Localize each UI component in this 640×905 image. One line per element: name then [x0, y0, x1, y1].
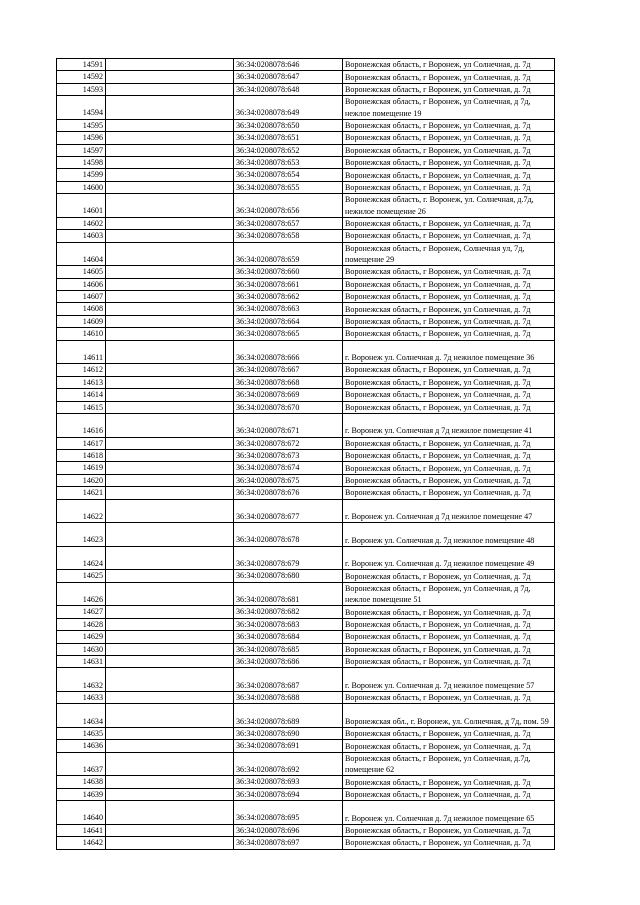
address-cell: Воронежская область, г Воронеж, ул Солнечная, д. 7д — [343, 824, 555, 836]
row-number-cell: 14613 — [57, 376, 106, 388]
cadastral-number-cell: 36:34:0208078:683 — [234, 618, 343, 630]
row-number-cell: 14640 — [57, 801, 106, 825]
row-number-cell: 14609 — [57, 315, 106, 327]
address-cell: Воронежская область, г Воронеж, ул Солнечная, д. 7д — [343, 437, 555, 449]
table-row — [57, 315, 555, 327]
empty-cell — [106, 655, 234, 667]
empty-cell — [106, 523, 234, 547]
empty-cell — [106, 824, 234, 836]
table-row — [57, 217, 555, 229]
cadastral-number-cell: 36:34:0208078:660 — [234, 266, 343, 278]
cadastral-number-cell: 36:34:0208078:670 — [234, 401, 343, 413]
empty-cell — [106, 144, 234, 156]
cadastral-number-cell: 36:34:0208078:671 — [234, 413, 343, 437]
empty-cell — [106, 643, 234, 655]
row-number-cell: 14594 — [57, 96, 106, 120]
address-cell: Воронежская область, г Воронеж, ул Солнечная, д. 7д — [343, 401, 555, 413]
cadastral-number-cell: 36:34:0208078:659 — [234, 242, 343, 266]
cadastral-number-cell: 36:34:0208078:649 — [234, 96, 343, 120]
cadastral-number-cell: 36:34:0208078:685 — [234, 643, 343, 655]
address-cell: Воронежская область, г Воронеж, ул Солнечная, д. 7д — [343, 788, 555, 800]
table-row — [57, 752, 555, 776]
table-row — [57, 181, 555, 193]
address-cell: Воронежская область, г Воронеж, ул Солнечная, д. 7д — [343, 59, 555, 71]
address-cell: Воронежская область, г Воронеж, ул Солнечная, д. 7д — [343, 570, 555, 582]
empty-cell — [106, 194, 234, 218]
cadastral-number-cell: 36:34:0208078:691 — [234, 740, 343, 752]
empty-cell — [106, 582, 234, 606]
table-row — [57, 401, 555, 413]
row-number-cell: 14631 — [57, 655, 106, 667]
address-cell: Воронежская область, г Воронеж, ул Солнечная, д. 7д — [343, 487, 555, 499]
cadastral-number-cell: 36:34:0208078:668 — [234, 376, 343, 388]
address-cell: Воронежская область, г Воронеж, ул Солнечная, д. 7д — [343, 837, 555, 849]
row-number-cell: 14641 — [57, 824, 106, 836]
cadastral-number-cell: 36:34:0208078:693 — [234, 776, 343, 788]
table-row — [57, 266, 555, 278]
table-row — [57, 144, 555, 156]
row-number-cell: 14621 — [57, 487, 106, 499]
table-row — [57, 119, 555, 131]
empty-cell — [106, 340, 234, 364]
table-row — [57, 242, 555, 266]
cadastral-number-cell: 36:34:0208078:662 — [234, 291, 343, 303]
empty-cell — [106, 119, 234, 131]
row-number-cell: 14634 — [57, 704, 106, 728]
cadastral-number-cell: 36:34:0208078:652 — [234, 144, 343, 156]
address-cell: Воронежская область, г Воронеж, ул Солнечная, д. 7д — [343, 83, 555, 95]
address-cell: Воронежская область, г Воронеж, ул Солнечная, д. 7д — [343, 266, 555, 278]
row-number-cell: 14624 — [57, 546, 106, 570]
table-row — [57, 157, 555, 169]
address-cell: Воронежская область, г Воронеж, ул Солнечная, д. 7д — [343, 606, 555, 618]
row-number-cell: 14606 — [57, 278, 106, 290]
row-number-cell: 14618 — [57, 449, 106, 461]
address-cell: Воронежская область, г Воронеж, ул Солнечная, д. 7д — [343, 618, 555, 630]
address-cell: г. Воронеж ул. Солнечная д 7д нежилое помещение 47 — [343, 499, 555, 523]
empty-cell — [106, 315, 234, 327]
cadastral-number-cell: 36:34:0208078:669 — [234, 389, 343, 401]
table-row — [57, 546, 555, 570]
cadastral-number-cell: 36:34:0208078:647 — [234, 71, 343, 83]
cadastral-number-cell: 36:34:0208078:686 — [234, 655, 343, 667]
table-row — [57, 655, 555, 667]
cadastral-number-cell: 36:34:0208078:658 — [234, 230, 343, 242]
table-row — [57, 837, 555, 849]
empty-cell — [106, 668, 234, 692]
cadastral-number-cell: 36:34:0208078:661 — [234, 278, 343, 290]
empty-cell — [106, 727, 234, 739]
table-row — [57, 449, 555, 461]
row-number-cell: 14623 — [57, 523, 106, 547]
empty-cell — [106, 328, 234, 340]
cadastral-number-cell: 36:34:0208078:655 — [234, 181, 343, 193]
row-number-cell: 14595 — [57, 119, 106, 131]
cadastral-number-cell: 36:34:0208078:673 — [234, 449, 343, 461]
table-row — [57, 437, 555, 449]
row-number-cell: 14627 — [57, 606, 106, 618]
empty-cell — [106, 217, 234, 229]
table-row — [57, 824, 555, 836]
row-number-cell: 14619 — [57, 462, 106, 474]
registry-table-body — [57, 59, 555, 850]
table-row — [57, 169, 555, 181]
address-cell: Воронежская область, г Воронеж, ул Солнечная, д. 7д — [343, 776, 555, 788]
table-row — [57, 328, 555, 340]
row-number-cell: 14632 — [57, 668, 106, 692]
empty-cell — [106, 704, 234, 728]
table-row — [57, 499, 555, 523]
address-cell: г. Воронеж ул. Солнечная д. 7д нежилое помещение 57 — [343, 668, 555, 692]
table-row — [57, 364, 555, 376]
row-number-cell: 14620 — [57, 474, 106, 486]
empty-cell — [106, 837, 234, 849]
empty-cell — [106, 242, 234, 266]
cadastral-number-cell: 36:34:0208078:679 — [234, 546, 343, 570]
table-row — [57, 462, 555, 474]
empty-cell — [106, 157, 234, 169]
cadastral-number-cell: 36:34:0208078:657 — [234, 217, 343, 229]
empty-cell — [106, 59, 234, 71]
table-row — [57, 194, 555, 218]
row-number-cell: 14601 — [57, 194, 106, 218]
empty-cell — [106, 487, 234, 499]
empty-cell — [106, 801, 234, 825]
empty-cell — [106, 570, 234, 582]
address-cell: Воронежская область, г Воронеж, ул Солнечная, д. 7д — [343, 631, 555, 643]
cadastral-number-cell: 36:34:0208078:653 — [234, 157, 343, 169]
cadastral-number-cell: 36:34:0208078:677 — [234, 499, 343, 523]
cadastral-number-cell: 36:34:0208078:664 — [234, 315, 343, 327]
empty-cell — [106, 788, 234, 800]
row-number-cell: 14633 — [57, 691, 106, 703]
address-cell: г. Воронеж ул. Солнечная д. 7д нежилое помещение 65 — [343, 801, 555, 825]
cadastral-number-cell: 36:34:0208078:651 — [234, 132, 343, 144]
cadastral-number-cell: 36:34:0208078:654 — [234, 169, 343, 181]
address-cell: Воронежская область, г. Воронеж, ул. Солнечная, д.7д, нежилое помещение 26 — [343, 194, 555, 218]
cadastral-number-cell: 36:34:0208078:666 — [234, 340, 343, 364]
row-number-cell: 14636 — [57, 740, 106, 752]
table-row — [57, 278, 555, 290]
empty-cell — [106, 449, 234, 461]
address-cell: Воронежская область, г Воронеж, ул Солнечная, д 7д, нежлое помещение 19 — [343, 96, 555, 120]
row-number-cell: 14599 — [57, 169, 106, 181]
empty-cell — [106, 462, 234, 474]
table-row — [57, 631, 555, 643]
empty-cell — [106, 364, 234, 376]
row-number-cell: 14615 — [57, 401, 106, 413]
empty-cell — [106, 291, 234, 303]
cadastral-number-cell: 36:34:0208078:684 — [234, 631, 343, 643]
row-number-cell: 14608 — [57, 303, 106, 315]
table-row — [57, 788, 555, 800]
row-number-cell: 14598 — [57, 157, 106, 169]
address-cell: Воронежская область, г Воронеж, ул Солнечная, д. 7д — [343, 157, 555, 169]
address-cell: Воронежская область, г Воронеж, ул Солнечная, д. 7д — [343, 132, 555, 144]
empty-cell — [106, 71, 234, 83]
row-number-cell: 14617 — [57, 437, 106, 449]
cadastral-number-cell: 36:34:0208078:689 — [234, 704, 343, 728]
table-row — [57, 776, 555, 788]
address-cell: г. Воронеж ул. Солнечная д. 7д нежилое помещение 36 — [343, 340, 555, 364]
row-number-cell: 14612 — [57, 364, 106, 376]
address-cell: Воронежская область, г Воронеж, ул Солнечная, д. 7д — [343, 181, 555, 193]
empty-cell — [106, 169, 234, 181]
address-cell: Воронежская область, г Воронеж, ул Солнечная, д. 7д — [343, 643, 555, 655]
row-number-cell: 14629 — [57, 631, 106, 643]
row-number-cell: 14593 — [57, 83, 106, 95]
address-cell: Воронежская область, г Воронеж, ул Солнечная, д. 7д — [343, 169, 555, 181]
cadastral-number-cell: 36:34:0208078:690 — [234, 727, 343, 739]
address-cell: Воронежская область, г Воронеж, ул Солнечная, д.7д, помещение 62 — [343, 752, 555, 776]
row-number-cell: 14637 — [57, 752, 106, 776]
table-row — [57, 704, 555, 728]
address-cell: Воронежская область, г Воронеж, ул Солнечная, д. 7д — [343, 278, 555, 290]
address-cell: Воронежская область, г Воронеж, ул Солнечная, д. 7д — [343, 217, 555, 229]
empty-cell — [106, 631, 234, 643]
row-number-cell: 14610 — [57, 328, 106, 340]
table-row — [57, 570, 555, 582]
empty-cell — [106, 413, 234, 437]
empty-cell — [106, 278, 234, 290]
address-cell: Воронежская обл., г. Воронеж, ул. Солнечная, д 7д, пом. 59 — [343, 704, 555, 728]
address-cell: Воронежская область, г Воронеж, ул Солнечная, д 7д, нежлое помещение 51 — [343, 582, 555, 606]
cadastral-number-cell: 36:34:0208078:667 — [234, 364, 343, 376]
address-cell: Воронежская область, г Воронеж, ул Солнечная, д. 7д — [343, 303, 555, 315]
empty-cell — [106, 401, 234, 413]
empty-cell — [106, 376, 234, 388]
row-number-cell: 14602 — [57, 217, 106, 229]
cadastral-number-cell: 36:34:0208078:648 — [234, 83, 343, 95]
address-cell: Воронежская область, г Воронеж, ул Солнечная, д. 7д — [343, 740, 555, 752]
address-cell: Воронежская область, г Воронеж, ул Солнечная, д. 7д — [343, 376, 555, 388]
row-number-cell: 14597 — [57, 144, 106, 156]
address-cell: г. Воронеж ул. Солнечная д. 7д нежилое помещение 49 — [343, 546, 555, 570]
row-number-cell: 14592 — [57, 71, 106, 83]
table-row — [57, 71, 555, 83]
cadastral-number-cell: 36:34:0208078:675 — [234, 474, 343, 486]
address-cell: Воронежская область, г Воронеж, ул Солнечная, д. 7д — [343, 144, 555, 156]
empty-cell — [106, 303, 234, 315]
address-cell: Воронежская область, г Воронеж, ул Солнечная, д. 7д — [343, 328, 555, 340]
table-row — [57, 618, 555, 630]
table-row — [57, 389, 555, 401]
address-cell: Воронежская область, г Воронеж, ул Солнечная, д. 7д — [343, 474, 555, 486]
row-number-cell: 14607 — [57, 291, 106, 303]
table-row — [57, 291, 555, 303]
cadastral-number-cell: 36:34:0208078:682 — [234, 606, 343, 618]
table-row — [57, 132, 555, 144]
table-row — [57, 606, 555, 618]
address-cell: Воронежская область, г Воронеж, ул Солнечная, д. 7д — [343, 119, 555, 131]
property-registry-table — [56, 58, 555, 850]
cadastral-number-cell: 36:34:0208078:694 — [234, 788, 343, 800]
address-cell: Воронежская область, г Воронеж, ул Солнечная, д. 7д — [343, 230, 555, 242]
row-number-cell: 14628 — [57, 618, 106, 630]
empty-cell — [106, 96, 234, 120]
table-row — [57, 230, 555, 242]
table-row — [57, 83, 555, 95]
cadastral-number-cell: 36:34:0208078:678 — [234, 523, 343, 547]
table-row — [57, 643, 555, 655]
row-number-cell: 14604 — [57, 242, 106, 266]
table-row — [57, 582, 555, 606]
cadastral-number-cell: 36:34:0208078:681 — [234, 582, 343, 606]
table-row — [57, 340, 555, 364]
empty-cell — [106, 776, 234, 788]
table-row — [57, 691, 555, 703]
row-number-cell: 14622 — [57, 499, 106, 523]
empty-cell — [106, 474, 234, 486]
cadastral-number-cell: 36:34:0208078:676 — [234, 487, 343, 499]
address-cell: Воронежская область, г Воронеж, ул Солнечная, д. 7д — [343, 691, 555, 703]
row-number-cell: 14591 — [57, 59, 106, 71]
cadastral-number-cell: 36:34:0208078:672 — [234, 437, 343, 449]
row-number-cell: 14639 — [57, 788, 106, 800]
table-row — [57, 740, 555, 752]
empty-cell — [106, 132, 234, 144]
empty-cell — [106, 389, 234, 401]
table-row — [57, 668, 555, 692]
empty-cell — [106, 752, 234, 776]
table-row — [57, 523, 555, 547]
table-row — [57, 474, 555, 486]
address-cell: Воронежская область, г Воронеж, ул Солнечная, д. 7д — [343, 727, 555, 739]
row-number-cell: 14626 — [57, 582, 106, 606]
empty-cell — [106, 230, 234, 242]
empty-cell — [106, 691, 234, 703]
row-number-cell: 14611 — [57, 340, 106, 364]
cadastral-number-cell: 36:34:0208078:688 — [234, 691, 343, 703]
cadastral-number-cell: 36:34:0208078:695 — [234, 801, 343, 825]
table-row — [57, 727, 555, 739]
row-number-cell: 14630 — [57, 643, 106, 655]
empty-cell — [106, 606, 234, 618]
row-number-cell: 14638 — [57, 776, 106, 788]
row-number-cell: 14625 — [57, 570, 106, 582]
address-cell: г. Воронеж ул. Солнечная д 7д нежилое помещение 41 — [343, 413, 555, 437]
cadastral-number-cell: 36:34:0208078:697 — [234, 837, 343, 849]
empty-cell — [106, 499, 234, 523]
table-row — [57, 487, 555, 499]
address-cell: Воронежская область, г Воронеж, ул Солнечная, д. 7д — [343, 291, 555, 303]
cadastral-number-cell: 36:34:0208078:656 — [234, 194, 343, 218]
table-row — [57, 96, 555, 120]
address-cell: Воронежская область, г Воронеж, ул Солнечная, д. 7д — [343, 364, 555, 376]
row-number-cell: 14616 — [57, 413, 106, 437]
table-row — [57, 303, 555, 315]
address-cell: Воронежская область, г Воронеж, Солнечная ул, 7д, помещение 29 — [343, 242, 555, 266]
row-number-cell: 14635 — [57, 727, 106, 739]
address-cell: Воронежская область, г Воронеж, ул Солнечная, д. 7д — [343, 655, 555, 667]
address-cell: Воронежская область, г Воронеж, ул Солнечная, д. 7д — [343, 389, 555, 401]
cadastral-number-cell: 36:34:0208078:687 — [234, 668, 343, 692]
table-row — [57, 801, 555, 825]
table-row — [57, 59, 555, 71]
row-number-cell: 14600 — [57, 181, 106, 193]
cadastral-number-cell: 36:34:0208078:665 — [234, 328, 343, 340]
cadastral-number-cell: 36:34:0208078:674 — [234, 462, 343, 474]
empty-cell — [106, 437, 234, 449]
row-number-cell: 14614 — [57, 389, 106, 401]
table-row — [57, 413, 555, 437]
address-cell: г. Воронеж ул. Солнечная д. 7д нежилое помещение 48 — [343, 523, 555, 547]
cadastral-number-cell: 36:34:0208078:650 — [234, 119, 343, 131]
cadastral-number-cell: 36:34:0208078:692 — [234, 752, 343, 776]
empty-cell — [106, 83, 234, 95]
row-number-cell: 14603 — [57, 230, 106, 242]
cadastral-number-cell: 36:34:0208078:663 — [234, 303, 343, 315]
cadastral-number-cell: 36:34:0208078:646 — [234, 59, 343, 71]
address-cell: Воронежская область, г Воронеж, ул Солнечная, д. 7д — [343, 462, 555, 474]
cadastral-number-cell: 36:34:0208078:680 — [234, 570, 343, 582]
empty-cell — [106, 181, 234, 193]
address-cell: Воронежская область, г Воронеж, ул Солнечная, д. 7д — [343, 71, 555, 83]
row-number-cell: 14596 — [57, 132, 106, 144]
empty-cell — [106, 546, 234, 570]
address-cell: Воронежская область, г Воронеж, ул Солнечная, д. 7д — [343, 315, 555, 327]
table-row — [57, 376, 555, 388]
empty-cell — [106, 740, 234, 752]
row-number-cell: 14605 — [57, 266, 106, 278]
empty-cell — [106, 266, 234, 278]
address-cell: Воронежская область, г Воронеж, ул Солнечная, д. 7д — [343, 449, 555, 461]
row-number-cell: 14642 — [57, 837, 106, 849]
cadastral-number-cell: 36:34:0208078:696 — [234, 824, 343, 836]
empty-cell — [106, 618, 234, 630]
